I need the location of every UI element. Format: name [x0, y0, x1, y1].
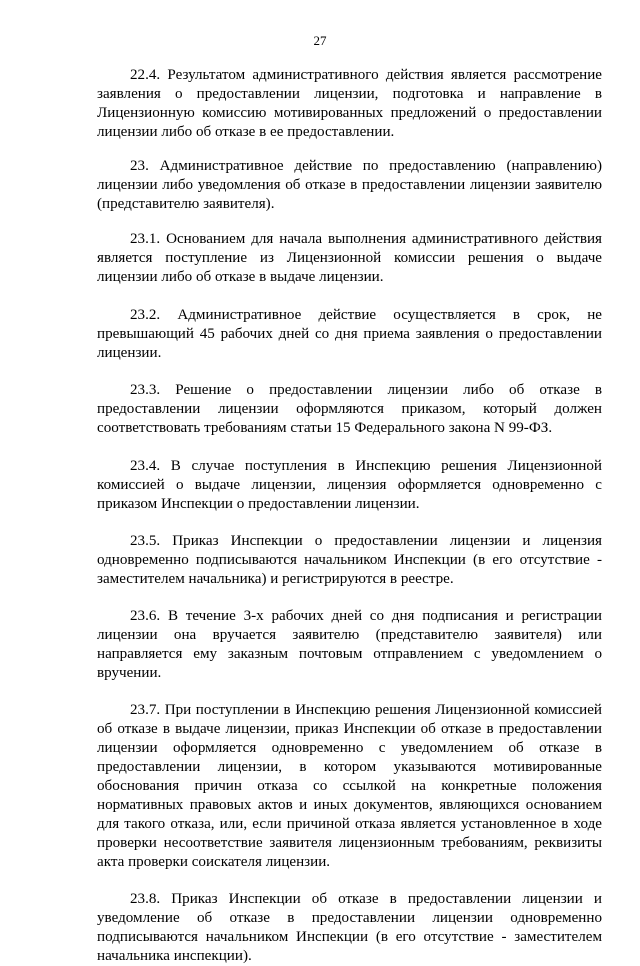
paragraph-23: 23. Административное действие по предоставлению (направлению) лицензии либо уведомления об отказе в предоставлении лицензии заявителю (представителю заявителя). [97, 158, 602, 212]
paragraph-23-5: 23.5. Приказ Инспекции о предоставлении лицензии и лицензия одновременно подписываются начальником Инспекции (в его отсутствие - заместителем начальника) и регистрируются в реестре. [97, 533, 602, 587]
page-number: 27 [313, 33, 327, 48]
paragraph-23-2: 23.2. Административное действие осуществляется в срок, не превышающий 45 рабочих дней со дня приема заявления о предоставлении лицензии. [97, 307, 602, 361]
document-body [97, 66, 602, 966]
paragraph-23-3: 23.3. Решение о предоставлении лицензии либо об отказе в предоставлении лицензии оформляются приказом, который должен соответствовать требованиям статьи 15 Федерального закона N 99-ФЗ. [97, 382, 602, 436]
paragraph-23-4: 23.4. В случае поступления в Инспекцию решения Лицензионной комиссией о выдаче лицензии, лицензия оформляется одновременно с приказом Инспекции о предоставлении лицензии. [97, 458, 602, 512]
paragraph-23-1: 23.1. Основанием для начала выполнения административного действия является поступление из Лицензионной комиссии решения о выдаче лицензии либо об отказе в выдаче лицензии. [97, 231, 602, 285]
paragraph-23-8: 23.8. Приказ Инспекции об отказе в предоставлении лицензии и уведомление об отказе в предоставлении лицензии одновременно подписываются начальником Инспекции (в его отсутствие - заместителем начальника инспекции). [97, 891, 602, 964]
paragraph-23-7: 23.7. При поступлении в Инспекцию решения Лицензионной комиссией об отказе в выдаче лицензии, приказ Инспекции об отказе в предоставлении лицензии оформляется одновременно с уведомлением об отказе в предоставлении лицензии, в котором указываются мотивированные обоснования причин отказа со ссылкой на конкретные положения нормативных правовых актов и иных документов, являющихся основанием для такого отказа, или, если причиной отказа является установленное в ходе проверки несоответствие заявителя лицензионным требованиям, реквизиты акта проверки соискателя лицензии. [97, 702, 602, 870]
paragraph-23-6: 23.6. В течение 3-х рабочих дней со дня подписания и регистрации лицензии она вручается заявителю (представителю заявителя) или направляется ему заказным почтовым отправлением с уведомлением о вручении. [97, 608, 602, 681]
paragraph-22-4: 22.4. Результатом административного действия является рассмотрение заявления о предоставлении лицензии, подготовка и направление в Лицензионную комиссию мотивированных предложений о предоставлении лицензии либо об отказе в ее предоставлении. [97, 67, 602, 140]
